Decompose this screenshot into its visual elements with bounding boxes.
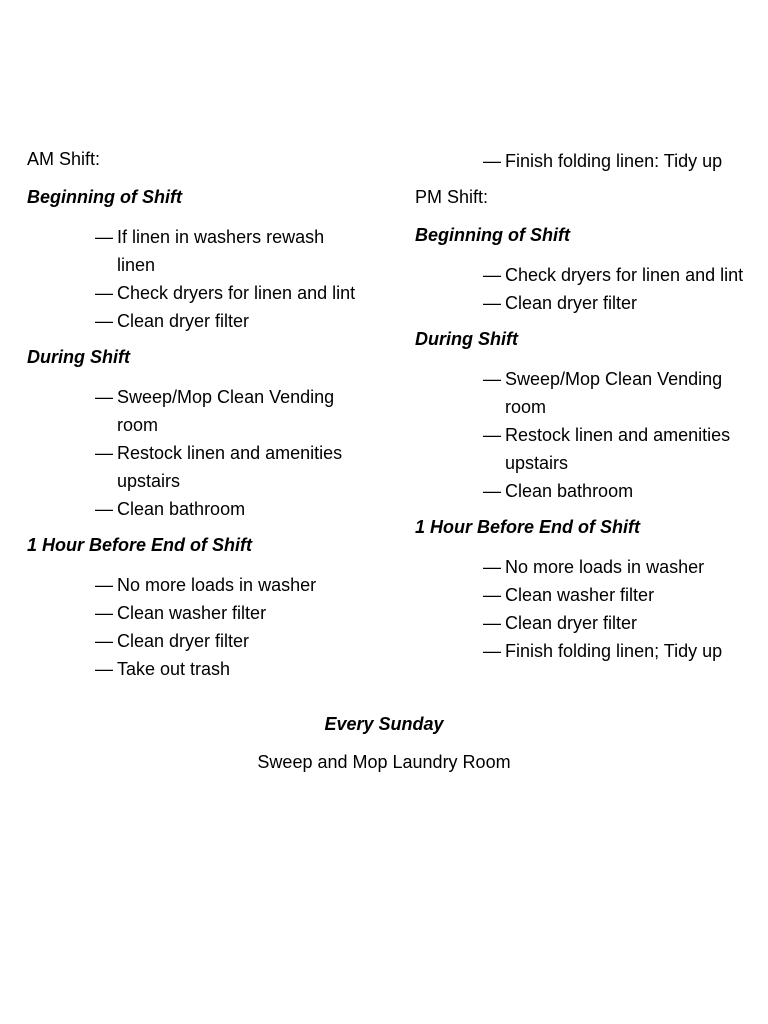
list-item: — Clean bathroom (95, 495, 357, 523)
list-item: — Clean dryer filter (95, 307, 357, 335)
pm-end-list (483, 553, 760, 665)
list-item: — Clean washer filter (483, 581, 760, 609)
list-item: — No more loads in washer (95, 571, 357, 599)
am-continued-list (483, 147, 760, 175)
list-item: — Take out trash (95, 655, 357, 683)
am-beginning-list (95, 223, 357, 335)
pm-beginning-list (483, 261, 760, 317)
list-item: — Restock linen and amenities upstairs (483, 421, 760, 477)
list-item: — Sweep/Mop Clean Vending room (483, 365, 760, 421)
am-end-heading: 1 Hour Before End of Shift (27, 535, 252, 555)
am-during-list (95, 383, 357, 523)
sunday-heading: Every Sunday (324, 714, 444, 734)
list-item: — Clean washer filter (95, 599, 357, 627)
sunday-section (0, 710, 768, 776)
list-item: — Clean dryer filter (483, 609, 760, 637)
list-item: — Check dryers for linen and lint (483, 261, 760, 289)
pm-during-heading: During Shift (415, 329, 518, 349)
am-shift-title: AM Shift: (27, 149, 101, 169)
list-item: — Clean dryer filter (483, 289, 760, 317)
list-item: — Finish folding linen: Tidy up (483, 147, 760, 175)
am-shift-column (27, 147, 377, 693)
list-item: — Clean bathroom (483, 477, 760, 505)
list-item: — Sweep/Mop Clean Vending room (95, 383, 357, 439)
am-beginning-heading: Beginning of Shift (27, 187, 182, 207)
am-end-list (95, 571, 357, 683)
pm-shift-title: PM Shift: (415, 187, 489, 207)
list-item: — Finish folding linen; Tidy up (483, 637, 760, 665)
list-item: — Restock linen and amenities upstairs (95, 439, 357, 495)
am-during-heading: During Shift (27, 347, 130, 367)
list-item: — If linen in washers rewash linen (95, 223, 357, 279)
pm-beginning-heading: Beginning of Shift (415, 225, 570, 245)
pm-shift-column (415, 147, 760, 675)
pm-end-heading: 1 Hour Before End of Shift (415, 517, 640, 537)
sunday-task: Sweep and Mop Laundry Room (257, 752, 511, 772)
list-item: — Clean dryer filter (95, 627, 357, 655)
pm-during-list (483, 365, 760, 505)
list-item: — Check dryers for linen and lint (95, 279, 357, 307)
list-item: — No more loads in washer (483, 553, 760, 581)
